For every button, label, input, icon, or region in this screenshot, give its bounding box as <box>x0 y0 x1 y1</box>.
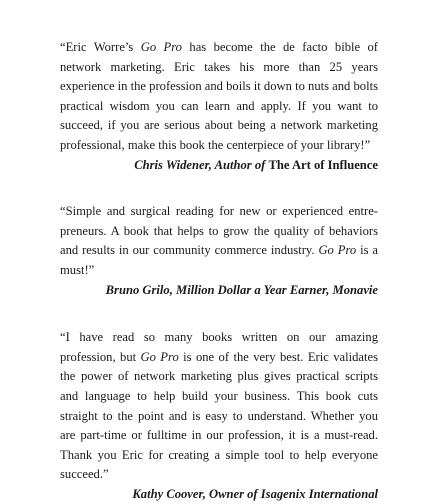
testimonial-quote <box>60 328 378 485</box>
quote-text: “Eric Worre’s <box>60 40 141 54</box>
testimonial-attribution: Kathy Coover, Owner of Isagenix International <box>132 486 378 501</box>
attribution-author: Chris Widener, Author of <box>134 157 269 172</box>
attribution-book-title: The Art of Influence <box>268 157 378 172</box>
quote-text: has become the de facto bible of network marketing. Eric takes his more than 25 years experience in the profession and boils it down to nuts and bolts practical wisdom you can learn and apply. If you want to succeed, if you are serious about being a network marketing professional, make this book the centerpiece of your library!” <box>60 40 378 152</box>
testimonial-quote <box>60 38 378 156</box>
testimonial-quote <box>60 202 378 280</box>
testimonial-attribution: Bruno Grilo, Million Dollar a Year Earner, Monavie <box>105 282 378 297</box>
testimonial-2 <box>60 202 378 300</box>
testimonials-page <box>60 38 378 504</box>
book-title: Go Pro <box>140 40 182 54</box>
quote-text: is one of the very best. Eric validates the power of network marketing plus gives practical scripts and language to help build your business. This book cuts straight to the point and is easy to understand. Whether you are part-time or fulltime in our profession, it is a must-read. Thank you Eric for creating a simple tool to help everyone succeed.” <box>60 349 378 482</box>
book-title: Go Pro <box>140 349 179 364</box>
book-title: Go Pro <box>318 243 357 258</box>
testimonial-3 <box>60 328 378 504</box>
testimonial-attribution <box>60 156 378 176</box>
quote-text: “Simple and surgical reading for new or experienced entrepreneurs. A book that helps to grow the quality of behaviors and results in our community commerce industry. <box>60 204 378 258</box>
quote-text: is a must!” <box>60 243 378 277</box>
quote-text: “I have read so many books written on our amazing profession, but <box>60 330 378 364</box>
testimonial-1 <box>60 38 378 175</box>
